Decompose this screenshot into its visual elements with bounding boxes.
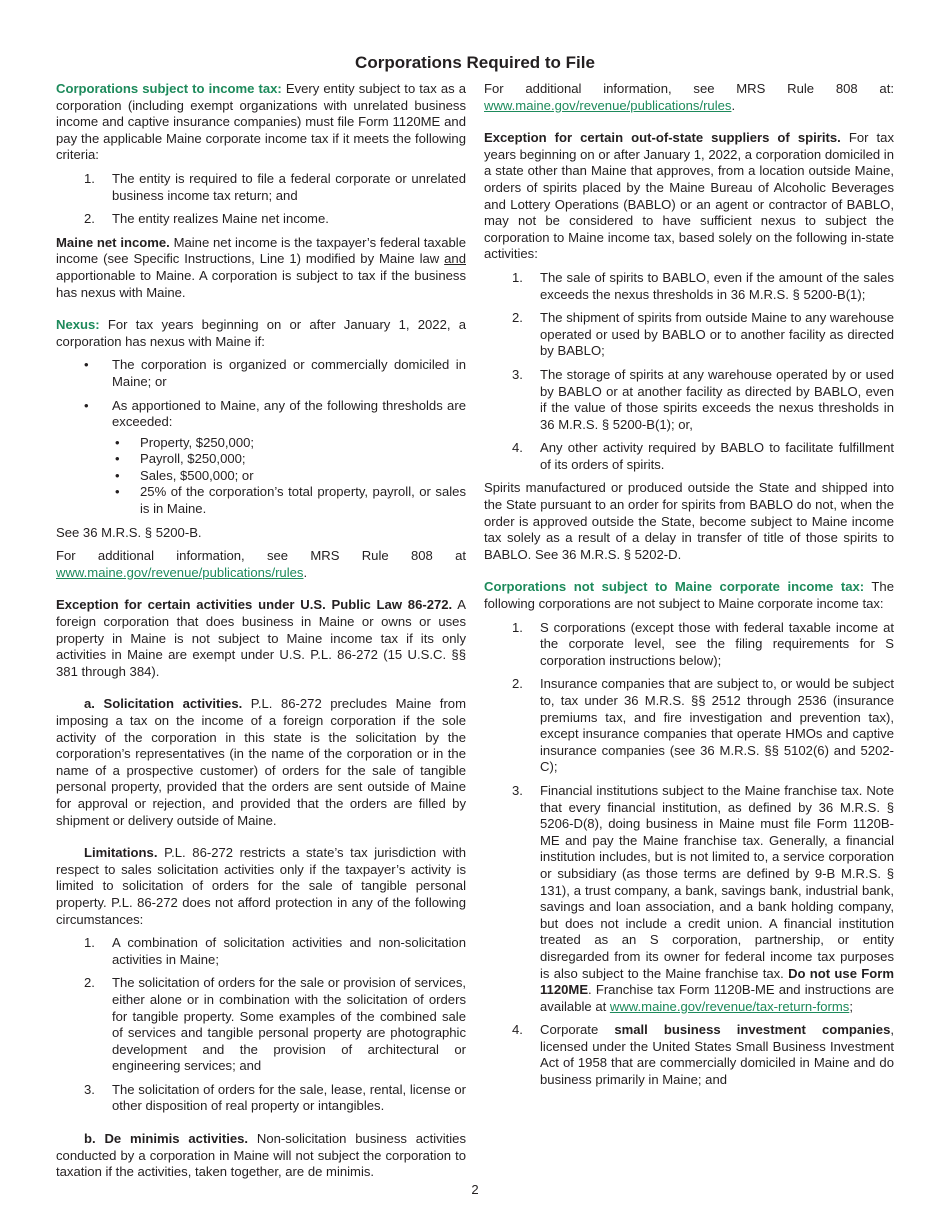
list-item: 3. The storage of spirits at any warehouse operated by or used by BABLO or at another facility as directed by BABLO, even if the value of those spirits exceeds the nexus thresholds in 36 M.R.S. § 5200-B(1); or,: [512, 366, 894, 432]
right-column: [484, 81, 894, 1096]
list-item: 1. A combination of solicitation activities and non-solicitation activities in Maine;: [84, 935, 466, 967]
list-item: 2. The solicitation of orders for the sale or provision of services, either alone or in combination with the solicitation of orders for tangible property. Some examples of the combined sale of services and tangible personal property are photographic development and the provision of architectural or engineering services; and: [84, 975, 466, 1074]
de-minimis-paragraph: b. De minimis activities. Non-solicitation business activities conducted by a corporation in Maine will not subject the corporation to taxation if the activities, taken together, are de minimis.: [56, 1131, 466, 1180]
list-item: • The corporation is organized or commercially domiciled in Maine; or: [84, 357, 466, 389]
list-item: 1. The sale of spirits to BABLO, even if the amount of the sales exceeds the nexus thresholds in 36 M.R.S. § 5200-B(1);: [512, 269, 894, 302]
list-item: • As apportioned to Maine, any of the following thresholds are exceeded: • Property, $250,000; • Payroll, $250,000; • Sales, $500,000; or • 25% of the corporation’s total property, payroll, or sales is in Maine.: [84, 397, 466, 517]
additional-info-paragraph: For additional information, see MRS Rule 808 at: www.maine.gov/revenue/publications/rules.: [484, 81, 894, 113]
list-item: • Property, $250,000;: [115, 434, 255, 450]
list-item: 1. S corporations (except those with federal taxable income at the corporate level, see the filing requirements for S corporation instructions below);: [512, 619, 894, 668]
section-heading-not-subject: Corporations not subject to Maine corporate income tax:: [484, 579, 865, 595]
left-column: [56, 81, 466, 1188]
section-heading-nexus: Nexus:: [56, 317, 100, 333]
nexus-paragraph: Nexus: For tax years beginning on or after January 1, 2022, a corporation has nexus with Maine if:: [56, 317, 466, 349]
spirits-activities-list: [484, 270, 894, 474]
additional-info-paragraph: For additional information, see MRS Rule 808 at www.maine.gov/revenue/publications/rules.: [56, 548, 466, 580]
spirits-after-paragraph: Spirits manufactured or produced outside the State and shipped into the State pursuant to an order for spirits from BABLO do not, when the order is approved outside the State, become subject to Maine income tax solely as a result of a delay in transfer of title of those spirits to BABLO. See 36 M.R.S. § 5202-D.: [484, 480, 894, 562]
list-item: • Payroll, $250,000;: [115, 451, 246, 467]
rules-link[interactable]: www.maine.gov/revenue/publications/rules: [484, 97, 732, 113]
maine-net-income-paragraph: Maine net income. Maine net income is the taxpayer’s federal taxable income (see Specific Instructions, Line 1) modified by Maine law and apportionable to Maine. A corporation is subject to tax if the business has nexus with Maine.: [56, 234, 466, 300]
limitations-list: [56, 935, 466, 1115]
criteria-list: [56, 171, 466, 228]
section-heading-subject-to-tax: Corporations subject to income tax:: [56, 81, 282, 96]
not-subject-paragraph: Corporations not subject to Maine corporate income tax: The following corporations are not subject to Maine corporate income tax:: [484, 579, 894, 612]
spirits-exception-paragraph: Exception for certain out-of-state suppliers of spirits. For tax years beginning on or after January 1, 2022, a corporation domiciled in a state other than Maine that approves, from a location outside Maine, orders of spirits placed by the Maine Bureau of Alcoholic Beverages and Lottery Operations (BABLO) or an agent or contractor of BABLO, may not be considered to have sufficient nexus to subject the corporation to Maine income tax, based solely on the following in-state activities:: [484, 130, 894, 262]
tax-return-forms-link[interactable]: www.maine.gov/revenue/tax-return-forms: [609, 998, 850, 1014]
public-law-exception-paragraph: Exception for certain activities under U.S. Public Law 86-272. A foreign corporation that does business in Maine or owns or uses property in Maine is not subject to Maine income tax if its only activities in Maine are exempt under U.S. P.L. 86-272 (15 U.S.C. §§ 381 through 384).: [56, 597, 466, 679]
list-item: 2. The entity realizes Maine net income.: [84, 211, 329, 227]
statute-reference: See 36 M.R.S. § 5200-B.: [56, 524, 202, 540]
page-number: 2: [471, 1182, 479, 1197]
list-item: 2. Insurance companies that are subject to, or would be subject to, tax under 36 M.R.S. §§ 2512 through 2536 (insurance premiums tax, and fire investigation and prevention tax), except insurance companies that operate HMOs and captive insurance companies (see 36 M.R.S. §§ 5102(6) and 5202-C);: [512, 676, 894, 775]
nexus-list: [56, 357, 466, 517]
list-item: • 25% of the corporation’s total property, payroll, or sales is in Maine.: [115, 484, 466, 517]
corporations-subject-paragraph: Corporations subject to income tax: Every entity subject to tax as a corporation (including exempt organizations with unrelated business income and captive insurance companies) must file Form 1120ME and pay the applicable Maine corporate income tax if it meets the following criteria:: [56, 81, 467, 163]
not-subject-list: [484, 620, 894, 1089]
list-item: 4. Corporate small business investment companies, licensed under the United States Small Business Investment Act of 1958 that are commercially domiciled in Maine and do business primarily in Maine; and: [512, 1022, 894, 1088]
list-item: • Sales, $500,000; or: [115, 467, 254, 483]
page-title: Corporations Required to File: [355, 53, 595, 72]
list-item: 3. The solicitation of orders for the sale, lease, rental, license or other disposition of real property or intangibles.: [84, 1081, 466, 1114]
limitations-paragraph: Limitations. P.L. 86-272 restricts a state’s tax jurisdiction with respect to sales solicitation activities only if the taxpayer’s activity is limited to solicitation of orders for the sale of tangible personal property. P.L. 86-272 does not afford protection in any of the following circumstances:: [56, 845, 466, 927]
list-item: 1. The entity is required to file a federal corporate or unrelated business income tax return; and: [84, 170, 466, 203]
list-item: 3. Financial institutions subject to the Maine franchise tax. Note that every financial institution, as defined by 36 M.R.S. § 5206-D(8), doing business in Maine must file Form 1120B-ME and pay the Maine franchise tax. Generally, a financial institution includes, but is not limited to, a service corporation or subsidiary (as those terms are defined by 9-B M.R.S. § 131), a trust company, a bank, savings bank, industrial bank, savings and loan association, and a bank holding company, but does not include a credit union. A financial institution treated as an S corporation, partnership, or entity disregarded from its owner for federal income tax purposes is also subject to the Maine franchise tax. Do not use Form 1120ME. Franchise tax Form 1120B-ME and instructions are available at www.maine.gov/revenue/tax-return-forms;: [512, 782, 894, 1014]
list-item: 2. The shipment of spirits from outside Maine to any warehouse operated or used by BABLO or to another facility as directed by BABLO;: [512, 310, 894, 359]
list-item: 4. Any other activity required by BABLO to facilitate fulfillment of its orders of spirits.: [512, 440, 894, 472]
solicitation-paragraph: a. Solicitation activities. P.L. 86-272 precludes Maine from imposing a tax on the income of a foreign corporation if the sole activity of the corporation in this state is the solicitation by the corporation’s representatives (in the name of the corporation or in the name of a prospective customer) of orders for the sale of tangible personal property, provided that the orders are sent outside of Maine for approval or rejection, and provided that the orders are filled by shipment or delivery outside of Maine.: [56, 696, 466, 828]
rules-link[interactable]: www.maine.gov/revenue/publications/rules: [56, 564, 304, 580]
thresholds-list: [112, 435, 466, 518]
